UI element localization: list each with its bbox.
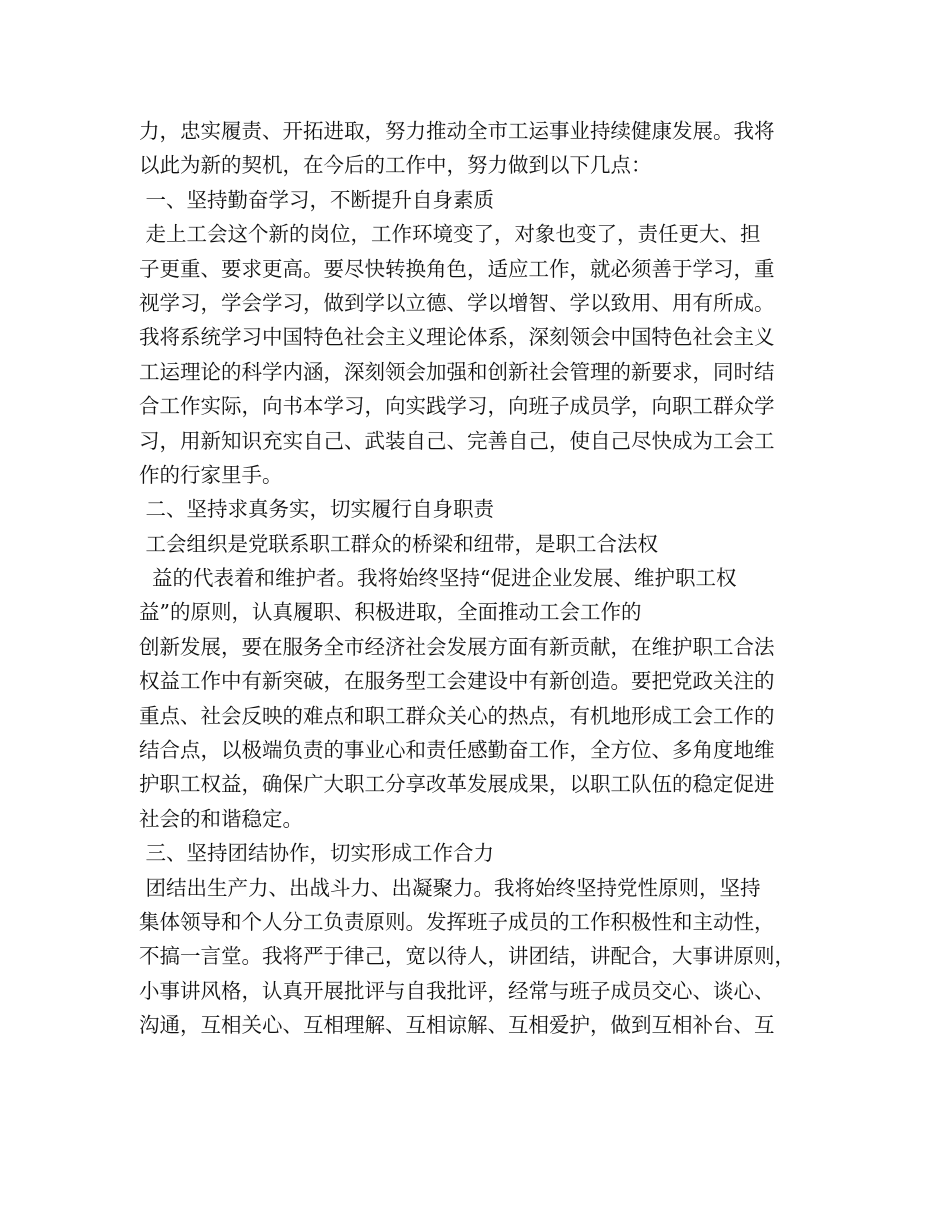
text-line: 我将系统学习中国特色社会主义理论体系，深刻领会中国特色社会主义 — [139, 325, 775, 350]
text-line: 小事讲风格，认真开展批评与自我批评，经常与班子成员交心、谈心、 — [139, 978, 775, 1003]
text-line: 习，用新知识充实自己、武装自己、完善自己，使自己尽快成为工会工 — [139, 428, 775, 453]
text-line: 工会组织是党联系职工群众的桥梁和纽带，是职工合法权 — [139, 531, 659, 556]
text-line: 不搞一言堂。我将严于律己，宽以待人，讲团结，讲配合，大事讲原则， — [139, 944, 795, 969]
section-heading: 一、坚持勤奋学习，不断提升自身素质 — [139, 187, 495, 212]
text-line: 走上工会这个新的岗位，工作环境变了，对象也变了，责任更大、担 — [139, 222, 761, 247]
text-line: 作的行家里手。 — [139, 462, 283, 487]
text-line: 团结出生产力、出战斗力、出凝聚力。我将始终坚持党性原则，坚持 — [139, 875, 761, 900]
body-text — [139, 114, 829, 1043]
text-line: 集体领导和个人分工负责原则。发挥班子成员的工作积极性和主动性， — [139, 909, 775, 934]
text-line: 益的代表着和维护者。我将始终坚持“促进企业发展、维护职工权 — [139, 566, 737, 591]
section-heading: 二、坚持求真务实，切实履行自身职责 — [139, 497, 495, 522]
text-line: 社会的和谐稳定。 — [139, 806, 303, 831]
text-line: 合工作实际，向书本学习，向实践学习，向班子成员学，向职工群众学 — [139, 394, 775, 419]
text-line: 视学习，学会学习，做到学以立德、学以增智、学以致用、用有所成。 — [139, 290, 775, 315]
text-line: 工运理论的科学内涵，深刻领会加强和创新社会管理的新要求，同时结 — [139, 359, 775, 384]
text-line: 权益工作中有新突破，在服务型工会建设中有新创造。要把党政关注的 — [139, 669, 775, 694]
text-line: 重点、社会反映的难点和职工群众关心的热点，有机地形成工会工作的 — [139, 703, 775, 728]
text-line: 子更重、要求更高。要尽快转换角色，适应工作，就必须善于学习，重 — [139, 256, 775, 281]
text-line: 创新发展，要在服务全市经济社会发展方面有新贡献，在维护职工合法 — [139, 634, 775, 659]
text-line: 护职工权益，确保广大职工分享改革发展成果，以职工队伍的稳定促进 — [139, 772, 775, 797]
text-line: 以此为新的契机，在今后的工作中，努力做到以下几点： — [139, 153, 652, 178]
section-heading: 三、坚持团结协作，切实形成工作合力 — [139, 841, 495, 866]
text-line: 益”的原则，认真履职、积极进取，全面推动工会工作的 — [139, 600, 642, 625]
text-line: 结合点，以极端负责的事业心和责任感勤奋工作，全方位、多角度地维 — [139, 738, 775, 763]
text-line: 力，忠实履责、开拓进取，努力推动全市工运事业持续健康发展。我将 — [139, 119, 775, 143]
text-line: 沟通，互相关心、互相理解、互相谅解、互相爱护，做到互相补台、互 — [139, 1013, 775, 1038]
